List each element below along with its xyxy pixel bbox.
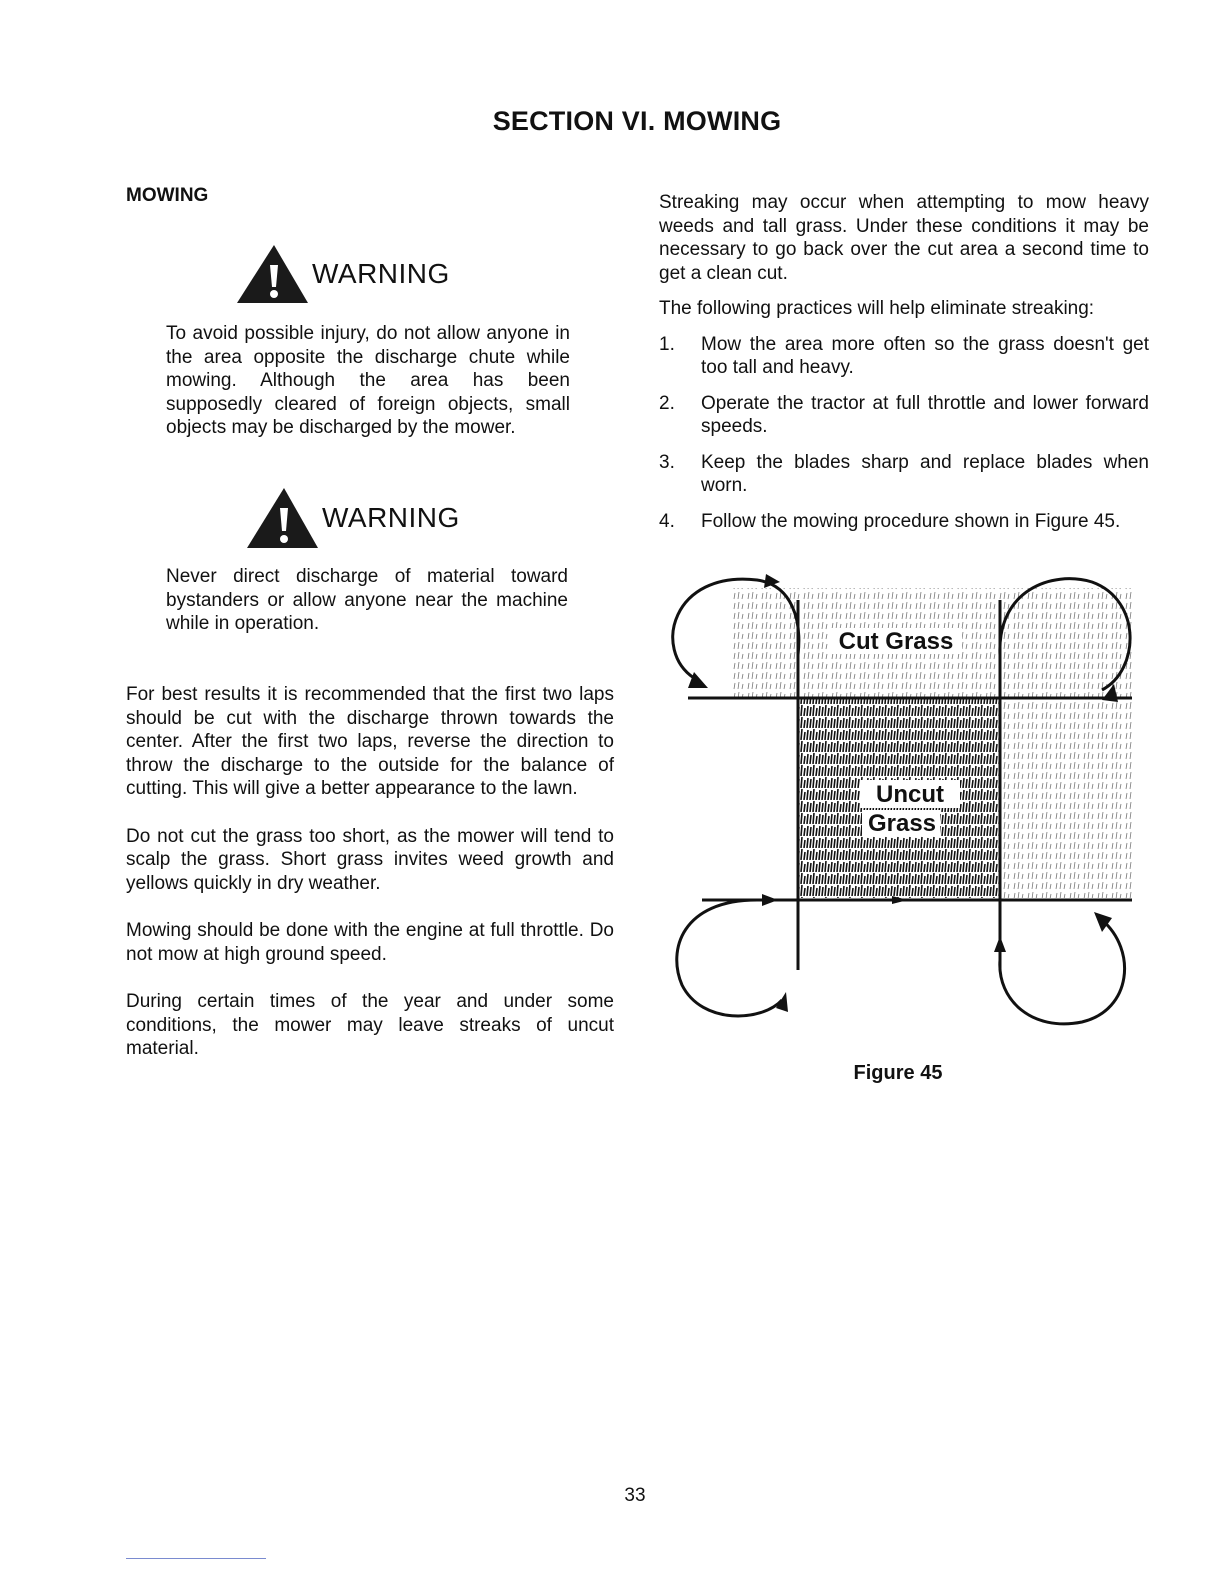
step-text: Operate the tractor at full throttle and lower forward speeds. (701, 392, 1149, 437)
list-item (659, 392, 1149, 439)
warning-2-text: Never direct discharge of material toward bystanders or allow anyone near the machine while in operation. (166, 566, 568, 634)
warning-1-label: WARNING (312, 258, 450, 289)
practices-lead: The following practices will help eliminate streaking: (659, 298, 1095, 319)
warning-1-header (234, 243, 450, 305)
figure-caption: Figure 45 (853, 1062, 943, 1084)
paragraph-cut-height: Do not cut the grass too short, as the mower will tend to scalp the grass. Short grass invites weed growth and yellows quickly in dry weather. (126, 825, 614, 894)
practices-list (659, 333, 1149, 534)
step-number: 3. (659, 451, 675, 473)
footer-rule (126, 1558, 266, 1559)
step-number: 1. (659, 333, 675, 355)
warning-2-label: WARNING (322, 502, 460, 533)
warning-1-text: To avoid possible injury, do not allow anyone in the area opposite the discharge chute while mowing. Although the area has been supposedly cleared of foreign objects, small objects may be discharged by the mower. (166, 323, 570, 438)
warning-triangle-icon (234, 243, 310, 305)
mowing-pattern-diagram (662, 560, 1142, 1030)
list-item (659, 510, 1149, 534)
step-text: Keep the blades sharp and replace blades when worn. (701, 451, 1149, 496)
streaking-intro: Streaking may occur when attempting to mow heavy weeds and tall grass. Under these conditions it may be necessary to go back over the cut area a second time to get a clean cut. (659, 192, 1149, 284)
warning-1-body (166, 322, 570, 440)
list-item (659, 333, 1149, 380)
step-text: Follow the mowing procedure shown in Figure 45. (701, 510, 1121, 532)
cut-grass-side-area (1000, 698, 1132, 898)
cut-grass-label: Cut Grass (838, 628, 954, 655)
warning-2-body (166, 565, 568, 636)
loop-bottom-right (1000, 920, 1125, 1024)
uncut-grass-label-line-1: Uncut (876, 781, 944, 808)
step-text: Mow the area more often so the grass doesn't get too tall and heavy. (701, 333, 1149, 378)
page-number: 33 (624, 1485, 646, 1506)
section-title: SECTION VI. MOWING (492, 106, 782, 136)
left-column (126, 185, 616, 207)
warning-triangle-icon (244, 486, 320, 550)
paragraph-throttle: Mowing should be done with the engine at full throttle. Do not mow at high ground speed. (126, 920, 614, 965)
uncut-grass-label-line-2: Grass (867, 810, 937, 837)
arrow-icon (994, 936, 1006, 952)
mowing-paragraphs (126, 683, 614, 1061)
step-number: 2. (659, 392, 675, 414)
list-item (659, 451, 1149, 498)
mowing-pattern-figure (662, 560, 1142, 1030)
arrow-icon (762, 894, 778, 906)
warning-2-header (244, 486, 460, 550)
paragraph-first-laps: For best results it is recommended that the first two laps should be cut with the discharge thrown towards the center. After the first two laps, reverse the direction to throw the discharge to the outside for the balance of cutting. This will give a better appearance to the lawn. (126, 684, 614, 799)
step-number: 4. (659, 510, 675, 532)
paragraph-streaks: During certain times of the year and under some conditions, the mower may leave streaks of uncut material. (126, 991, 614, 1059)
right-column (659, 191, 1149, 545)
mowing-heading: MOWING (126, 185, 209, 206)
loop-bottom-left (677, 900, 782, 1016)
